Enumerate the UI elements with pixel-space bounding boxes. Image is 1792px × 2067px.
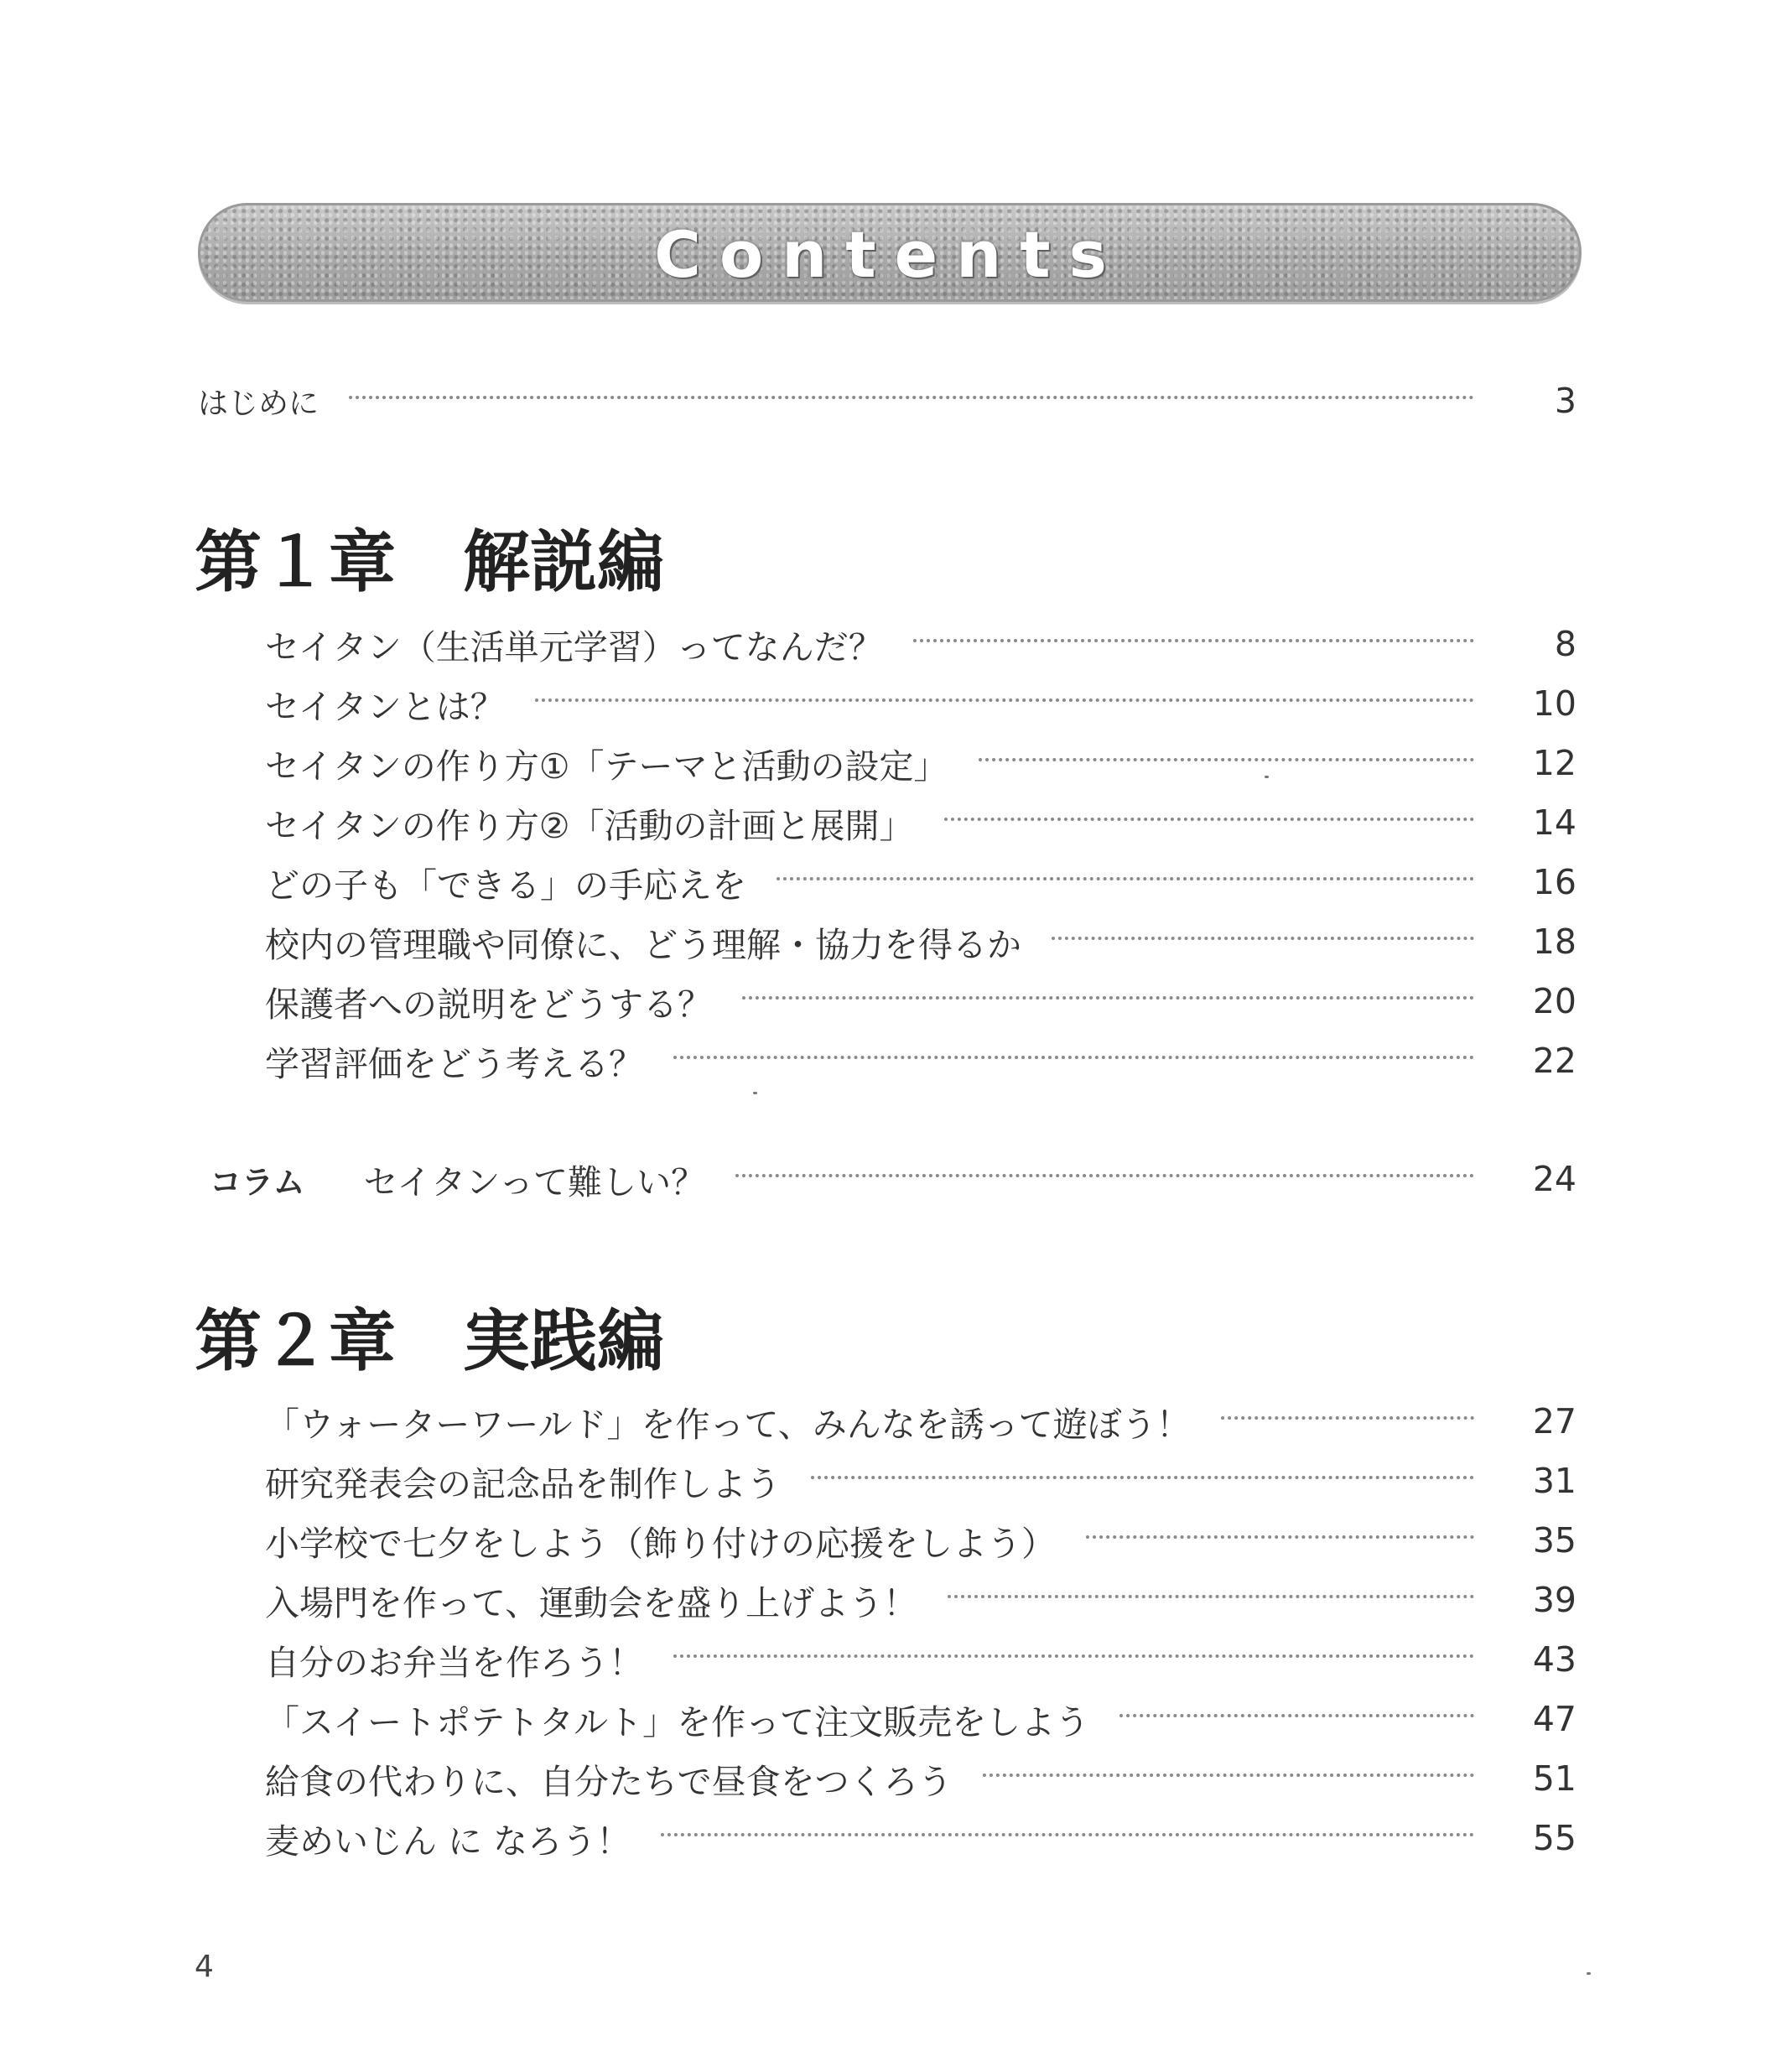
dot-leader	[944, 818, 1474, 821]
toc-entry-page: 20	[1532, 981, 1576, 1021]
toc-entry-label: どの子も「できる」の手応えを	[265, 865, 746, 906]
toc-entry[interactable]	[265, 1575, 1576, 1625]
chapter-title: 実践編	[463, 1302, 664, 1380]
toc-entry[interactable]	[265, 1036, 1576, 1086]
toc-entry-label: 麦めいじん に なろう！	[265, 1820, 631, 1862]
toc-entry-label: 保護者への説明をどうする？	[265, 984, 712, 1025]
toc-entry-label: セイタンって難しい？	[363, 1161, 706, 1202]
toc-entry-page: 27	[1532, 1401, 1576, 1441]
contents-banner	[198, 203, 1582, 302]
dot-leader	[913, 639, 1474, 642]
toc-column-entry[interactable]	[210, 1154, 1576, 1204]
dot-leader	[777, 877, 1474, 880]
dot-leader	[983, 1774, 1474, 1777]
dot-leader	[735, 1174, 1474, 1177]
toc-entry[interactable]	[265, 678, 1576, 729]
chapter-number: 第１章	[195, 523, 396, 601]
toc-entry-page: 16	[1532, 862, 1576, 902]
toc-entry-page: 35	[1532, 1520, 1576, 1561]
dot-leader	[742, 996, 1474, 1000]
dot-leader	[673, 1654, 1474, 1658]
dot-leader	[948, 1595, 1474, 1598]
toc-entry-label: はじめに	[198, 386, 319, 421]
toc-entry[interactable]	[265, 1753, 1576, 1804]
toc-entry[interactable]	[265, 1396, 1576, 1446]
toc-entry[interactable]	[265, 1694, 1576, 1744]
chapter-number: 第２章	[195, 1302, 396, 1380]
toc-entry[interactable]	[265, 1634, 1576, 1685]
toc-entry-label: 自分のお弁当を作ろう！	[265, 1642, 643, 1683]
dot-leader	[673, 1056, 1474, 1059]
toc-entry-label: セイタンの作り方①「テーマと活動の設定」	[265, 745, 948, 787]
toc-entry-page: 10	[1532, 683, 1576, 724]
chapter-title: 解説編	[463, 523, 664, 601]
toc-entry-page: 18	[1532, 922, 1576, 962]
scan-speck	[753, 1092, 757, 1094]
dot-leader	[979, 758, 1474, 761]
toc-entry-label: 研究発表会の記念品を制作しよう	[265, 1463, 781, 1504]
dot-leader	[811, 1476, 1474, 1479]
dot-leader	[1052, 937, 1474, 940]
contents-title: Contents	[654, 217, 1125, 292]
toc-entry-page: 3	[1554, 381, 1576, 421]
toc-entry-intro[interactable]	[198, 376, 1576, 426]
toc-entry-label: セイタンの作り方②「活動の計画と展開」	[265, 805, 914, 846]
dot-leader	[1221, 1416, 1474, 1420]
toc-entry-page: 12	[1532, 743, 1576, 783]
toc-entry-label: 学習評価をどう考える？	[265, 1043, 643, 1084]
toc-entry-label: 入場門を作って、運動会を盛り上げよう！	[265, 1582, 918, 1623]
toc-entry-page: 43	[1532, 1639, 1576, 1680]
column-tag: コラム	[210, 1163, 305, 1201]
chapter-1-heading	[195, 508, 664, 605]
toc-entry-label: 給食の代わりに、自分たちで昼食をつくろう	[265, 1761, 953, 1802]
toc-entry[interactable]	[265, 619, 1576, 669]
toc-entry-page: 47	[1532, 1699, 1576, 1739]
toc-entry-label: セイタン（生活単元学習）ってなんだ？	[265, 626, 883, 667]
toc-entry-label: 「スイートポテトタルト」を作って注文販売をしよう	[265, 1701, 1090, 1742]
toc-entry-page: 8	[1554, 624, 1576, 664]
dot-leader	[661, 1833, 1474, 1836]
toc-entry-label: 校内の管理職や同僚に、どう理解・協力を得るか	[265, 924, 1021, 965]
page-number: 4	[195, 1950, 214, 1984]
toc-entry[interactable]	[265, 1515, 1576, 1566]
toc-entry[interactable]	[265, 976, 1576, 1026]
dot-leader	[535, 699, 1474, 702]
toc-entry[interactable]	[265, 738, 1576, 788]
chapter-2-heading	[195, 1287, 664, 1384]
toc-entry-page: 24	[1532, 1159, 1576, 1199]
toc-entry[interactable]	[265, 917, 1576, 967]
toc-entry-page: 55	[1532, 1818, 1576, 1858]
dot-leader	[349, 396, 1474, 399]
toc-entry-page: 31	[1532, 1461, 1576, 1501]
dot-leader	[1086, 1535, 1474, 1539]
toc-entry-page: 51	[1532, 1758, 1576, 1799]
toc-entry[interactable]	[265, 1813, 1576, 1863]
toc-entry-page: 14	[1532, 802, 1576, 843]
scan-speck	[1587, 1972, 1591, 1975]
toc-entry[interactable]	[265, 857, 1576, 907]
toc-entry-label: 小学校で七夕をしよう（飾り付けの応援をしよう）	[265, 1523, 1056, 1564]
toc-entry-label: セイタンとは？	[265, 686, 505, 727]
toc-entry-label: 「ウォーターワールド」を作って、みんなを誘って遊ぼう！	[265, 1404, 1191, 1445]
toc-entry-page: 22	[1532, 1041, 1576, 1081]
toc-entry[interactable]	[265, 1456, 1576, 1506]
dot-leader	[1119, 1714, 1474, 1717]
toc-entry-page: 39	[1532, 1580, 1576, 1620]
toc-entry[interactable]	[265, 797, 1576, 848]
scan-speck	[1265, 776, 1269, 778]
